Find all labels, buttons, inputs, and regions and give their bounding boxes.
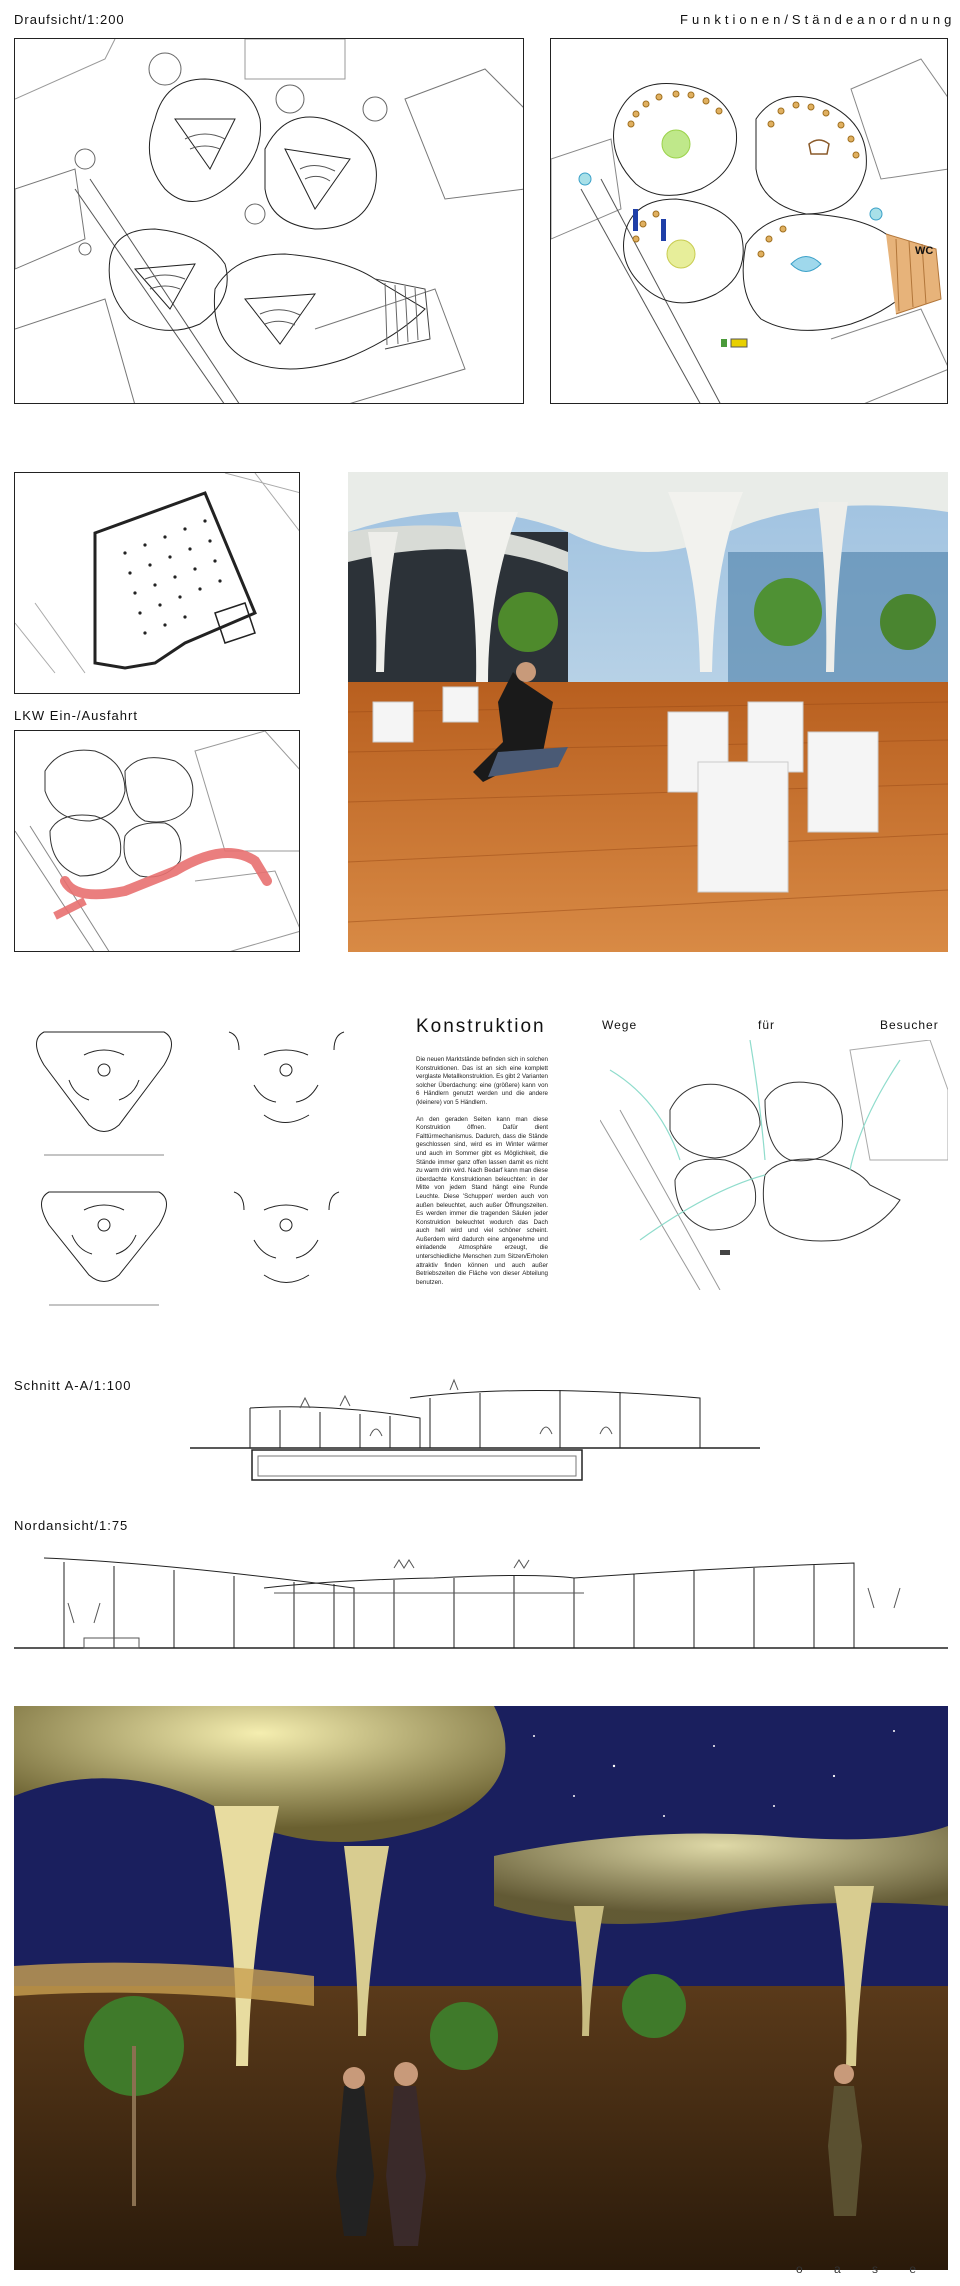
wege-plan	[600, 1040, 948, 1290]
konstruktion-paragraph-1: Die neuen Marktstände befinden sich in solchen Konstruktionen. Das ist an sich eine komplett verglaste Metallkonstruktion. Es gibt 2 Varianten solcher Überdachung: eine (größere) kann von 6 Händlern genutzt werden und die andere (kleinere) von 5 Händlern.	[416, 1056, 548, 1106]
draufsicht-label: Draufsicht/1:200	[14, 12, 125, 27]
ug-plan	[14, 472, 300, 694]
schnitt-drawing	[180, 1378, 780, 1488]
page-mark: o a s e	[795, 2262, 930, 2276]
market-night-render	[14, 1706, 948, 2270]
wege-label-3: Besucher	[880, 1018, 939, 1032]
lkw-plan	[14, 730, 300, 952]
draufsicht-plan	[14, 38, 524, 404]
schnitt-label: Schnitt A-A/1:100	[14, 1378, 132, 1393]
funktionen-plan	[550, 38, 948, 404]
konstruktion-title: Konstruktion	[416, 1016, 546, 1037]
funktionen-label: Funktionen/Ständeanordnung	[680, 12, 956, 27]
nordansicht-label: Nordansicht/1:75	[14, 1518, 129, 1533]
konstruktion-plans	[14, 1020, 354, 1310]
market-day-render	[348, 472, 948, 952]
wege-label-1: Wege	[602, 1018, 638, 1032]
wege-label-2: für	[758, 1018, 776, 1032]
konstruktion-text	[416, 1056, 548, 1295]
wc-label: WC	[915, 245, 934, 257]
lkw-label: LKW Ein-/Ausfahrt	[14, 708, 138, 723]
nordansicht-drawing	[14, 1548, 948, 1658]
konstruktion-paragraph-2: An den geraden Seiten kann man diese Konstruktion öffnen. Dafür dient Falttürmechanismus. Dadurch, dass die Stände geschlossen sind, wird es im Winter wärmer und auch im Sommer gibt es Möglichkeit, die Stände immer ganz offen lassen damit es nicht zu warm drin wird. Nach Bedarf kann man diese überdachte Konstruktionen beleuchten: in der Mitte von jedem Stand hängt eine Runde Leuchte. Diese 'Schuppen' werden auch von außen beleuchtet, auch außer Öffnungszeiten. Es werden immer die tragenden Säulen jeder Konstruktion beleuchtet wodurch das Dach auch hell wird und viel schöner scheint. Außerdem wird dadurch eine angenehme und einladende Atmosphäre erzeugt, die unterschiedliche Menschen zum Sitzen/Erholen attraktiv finden können und auch außer Betriebszeiten die Fläche von dieser Abteilung benutzen.	[416, 1115, 548, 1286]
